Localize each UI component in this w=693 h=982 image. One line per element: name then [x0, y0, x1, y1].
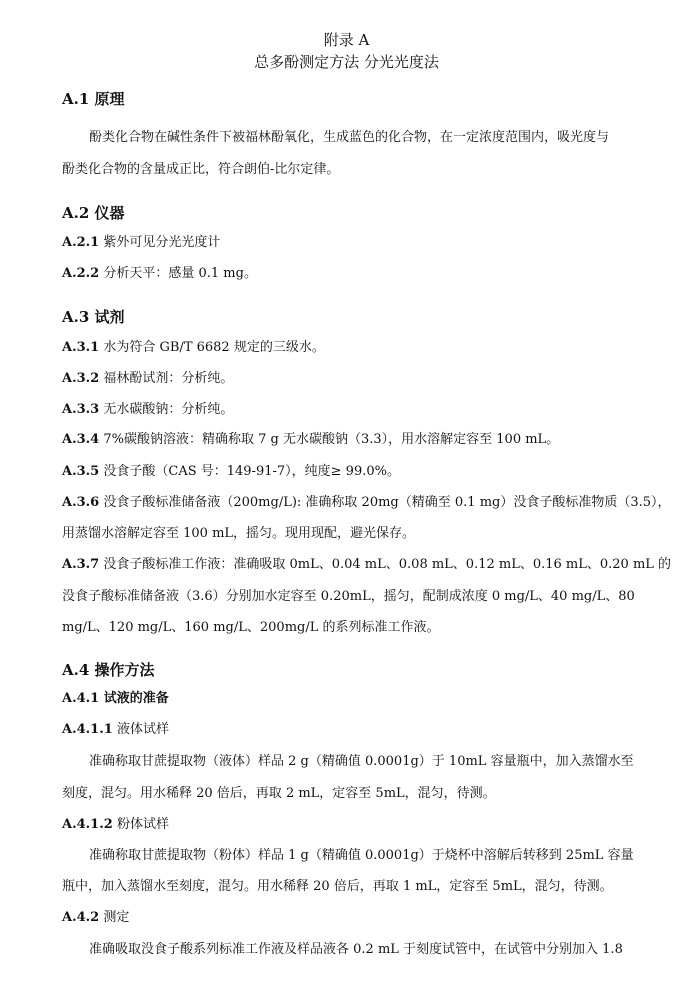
- item-text: 分析天平：感量 0.1 mg。: [99, 266, 257, 281]
- a4-liquid-line2: 刻度，混匀。用水稀释 20 倍后，再取 2 mL，定容至 5mL，混匀，待测。: [62, 786, 496, 801]
- item-text: 粉体试样: [112, 817, 169, 832]
- item-text: 无水碳酸钠：分析纯。: [99, 402, 234, 417]
- section-heading-a4: A.4 操作方法: [62, 661, 155, 679]
- appendix-title: 总多酚测定方法 分光光度法: [254, 53, 439, 71]
- a4-measure-line1: 准确吸取没食子酸系列标准工作液及样品液各 0.2 mL 于刻度试管中，在试管中分别加入 1.8: [89, 942, 623, 957]
- a1-paragraph-line1: 酚类化合物在碱性条件下被福林酚氧化，生成蓝色的化合物，在一定浓度范围内，吸光度与: [89, 130, 610, 145]
- item-text: 水为符合 GB/T 6682 规定的三级水。: [99, 340, 325, 355]
- item-number: A.4.2: [62, 910, 100, 925]
- a3-item: [62, 340, 325, 356]
- a2-item: [62, 266, 257, 282]
- item-text: 7%碳酸钠溶液：精确称取 7 g 无水碳酸钠（3.3），用水溶解定容至 100 mL。: [99, 432, 560, 447]
- appendix-label: 附录 A: [323, 31, 370, 49]
- a4-powder-line2: 瓶中，加入蒸馏水至刻度，混匀。用水稀释 20 倍后，再取 1 mL，定容至 5mL，混匀，待测。: [62, 879, 613, 894]
- item-number: A.3.1: [62, 340, 100, 355]
- item-number: A.4.1.1: [62, 722, 113, 737]
- item-number: A.3.5: [62, 464, 100, 479]
- a4-liquid-heading: [62, 722, 169, 738]
- a3-item: [62, 557, 671, 573]
- a4-powder-line1: 准确称取甘蔗提取物（粉体）样品 1 g（精确值 0.0001g）于烧杯中溶解后转移到 25mL 容量: [89, 848, 634, 863]
- a2-item: [62, 235, 220, 251]
- item-number: A.3.7: [62, 557, 100, 572]
- item-number: A.3.3: [62, 402, 100, 417]
- section-heading-a1: A.1 原理: [62, 90, 125, 108]
- subheading-text: 试液的准备: [99, 691, 169, 706]
- a4-liquid-line1: 准确称取甘蔗提取物（液体）样品 2 g（精确值 0.0001g）于 10mL 容量瓶中，加入蒸馏水至: [89, 754, 634, 769]
- a3-item: [62, 402, 233, 418]
- a4-subheading-preparation: [62, 691, 169, 707]
- a4-powder-heading: [62, 817, 169, 833]
- item-number: A.2.1: [62, 235, 100, 250]
- a3-item: [62, 371, 233, 387]
- a3-item: [62, 495, 671, 511]
- a3-item: [62, 432, 559, 448]
- item-text: 没食子酸标准储备液（200mg/L): 准确称取 20mg（精确至 0.1 mg）没食子酸标准物质（3.5），: [99, 495, 671, 510]
- item-number: A.3.2: [62, 371, 100, 386]
- item-text: 液体试样: [112, 722, 169, 737]
- item-number: A.2.2: [62, 266, 100, 281]
- a3-item: [62, 464, 400, 480]
- item-text: 没食子酸（CAS 号：149-91-7），纯度≥ 99.0%。: [99, 464, 400, 479]
- section-heading-a3: A.3 试剂: [62, 308, 125, 326]
- a3-item-continuation: 用蒸馏水溶解定容至 100 mL，摇匀。现用现配，避光保存。: [62, 526, 416, 541]
- item-text: 测定: [99, 910, 130, 925]
- item-number: A.4.1.2: [62, 817, 113, 832]
- item-text: 紫外可见分光光度计: [99, 235, 221, 250]
- item-number: A.3.4: [62, 432, 100, 447]
- a3-item-continuation: 没食子酸标准储备液（3.6）分别加水定容至 0.20mL，摇匀，配制成浓度 0 mg/L、40 mg/L、80: [62, 589, 635, 604]
- a4-subheading-measure: [62, 910, 129, 926]
- item-number: A.3.6: [62, 495, 100, 510]
- item-text: 福林酚试剂：分析纯。: [99, 371, 234, 386]
- a1-paragraph-line2: 酚类化合物的含量成正比，符合朗伯-比尔定律。: [62, 162, 340, 177]
- item-text: 没食子酸标准工作液：准确吸取 0mL、0.04 mL、0.08 mL、0.12 mL、0.16 mL、0.20 mL 的: [99, 557, 672, 572]
- subheading-number: A.4.1: [62, 691, 100, 706]
- section-heading-a2: A.2 仪器: [62, 204, 125, 222]
- a3-item-continuation: mg/L、120 mg/L、160 mg/L、200mg/L 的系列标准工作液。: [62, 620, 440, 635]
